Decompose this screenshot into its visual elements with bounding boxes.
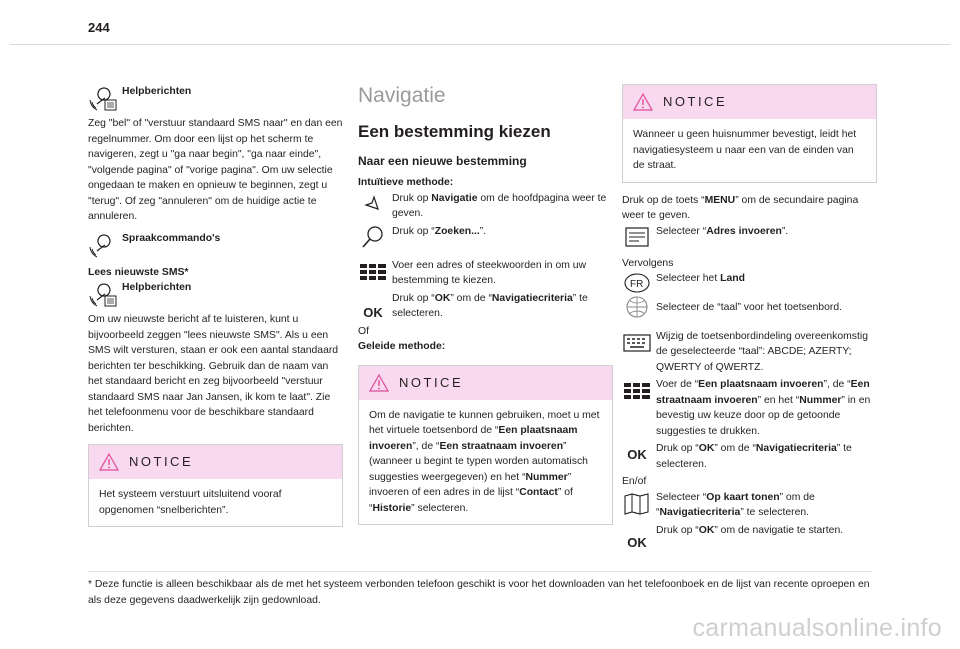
notice-text: Het systeem verstuurt uitsluitend vooraf opgenomen “snelberichten”. [99, 489, 282, 516]
page-number: 244 [88, 20, 110, 35]
keyboard-icon [622, 329, 652, 357]
step-language-text: Selecteer de “taal” voor het toetsenbord. [656, 301, 842, 313]
step-ok [358, 291, 613, 322]
step-ok-text: Druk op “OK” om de “Navigatiecriteria” te selecteren. [392, 292, 588, 319]
heading-new-destination: Naar een nieuwe bestemming [358, 154, 527, 168]
notice-text: Om de navigatie te kunnen gebruiken, moet u met het virtuele toetsenbord de “Een plaatsnaam invoeren”, de “Een straatnaam invoeren” (wanneer u begint te typen worden automatisch suggesties weergegeven) en het “Nummer” invoeren of een adres in de lijst “Contact” of “Historie” selecteren. [369, 409, 600, 514]
notice-title: NOTICE [399, 374, 464, 390]
step-enter-address-menu-text: Selecteer “Adres invoeren”. [656, 225, 789, 237]
step-language [622, 293, 877, 323]
notice-title: NOTICE [129, 454, 194, 470]
sms-paragraph: Om uw nieuwste bericht af te luisteren, kunt u bijvoorbeeld zeggen "lees nieuwste SMS". Als u een SMS wilt versturen, staan er ook een aantal standaard berichten ter beschikking. Gebruik dan de naam van het standaard bericht en zeg bijvoorbeeld "verstuur standaard SMS naar Jan Jansen, ik kom te laat". Zie het telefoonmenu voor de beschikbare standaard berichten. [88, 314, 339, 434]
notice-text: Wanneer u geen huisnummer bevestigt, leidt het navigatiesysteem u naar een van de einden van de straat. [633, 129, 857, 171]
step-show-on-map-text: Selecteer “Op kaart tonen” om de “Navigatiecriteria” te selecteren. [656, 491, 815, 518]
voice-commands-row [88, 231, 343, 261]
step-enter-city-street [622, 377, 877, 439]
navigation-arrow-icon [358, 191, 388, 219]
step-start-navigation [622, 523, 877, 553]
notice-header [359, 366, 612, 400]
step-search [358, 224, 613, 254]
help-messages-label: Helpberichten [122, 86, 192, 97]
intuitive-method-label: Intuïtieve methode: [358, 177, 454, 188]
ok-icon: OK [627, 534, 647, 550]
step-navigation-text: Druk op Navigatie om de hoofdpagina weer te geven. [392, 192, 607, 219]
step-keyboard-layout [622, 329, 877, 376]
warning-icon [633, 93, 653, 111]
step-keyboard-layout-text: Wijzig de toetsenbordindeling overeenkomstig de geselecteerde “taal”: ABCDE; AZERTY; QWERTY of QWERTZ. [656, 330, 868, 373]
svg-text:FR: FR [630, 279, 644, 290]
help-messages-row-2 [88, 280, 343, 310]
footer-divider [88, 571, 872, 572]
step-enter-address-menu [622, 224, 877, 254]
ok-icon: OK [627, 447, 647, 463]
step-enter-city-street-text: Voer de “Een plaatsnaam invoeren”, de “Een straatnaam invoeren” en het “Nummer” in en bevestig uw keuze door op de getoonde suggesties te drukken. [656, 379, 871, 437]
notice-box-sms [88, 444, 343, 527]
step-country [622, 256, 877, 290]
step-start-navigation-text: Druk op “OK” om de navigatie te starten. [656, 524, 844, 536]
guided-method-label: Geleide methode: [358, 341, 446, 352]
notice-box-house-number [622, 84, 877, 183]
voice-help-icon [88, 84, 118, 112]
voice-help-icon [88, 280, 118, 308]
warning-icon [369, 374, 389, 392]
voice-commands-label: Spraakcommando's [122, 232, 221, 244]
step-navigation [358, 191, 613, 222]
column-left [88, 84, 343, 535]
heading-choose-destination: Een bestemming kiezen [358, 122, 551, 141]
column-right [622, 84, 877, 555]
notice-header [89, 445, 342, 479]
warning-icon [99, 453, 119, 471]
address-entry-icon [622, 224, 652, 252]
step-country-text: Selecteer het Land [656, 273, 745, 284]
search-icon [358, 224, 388, 252]
watermark: carmanualsonline.info [692, 614, 942, 642]
help-messages-label: Helpberichten [122, 282, 192, 293]
and-or-label: En/of [622, 476, 647, 487]
voice-command-icon [88, 231, 118, 259]
notice-header [623, 85, 876, 119]
step-ok-criteria [622, 441, 877, 472]
column-middle [358, 84, 613, 533]
voice-navigation-paragraph: Zeg "bel" of "verstuur standaard SMS naar" en dan een regelnummer. Om door een lijst op het scherm te navigeren, zegt u "ga naar begin", "ga naar einde", "volgende pagina" of "vorige pagina". Om uw selectie ongedaan te maken en opnieuw te beginnen, zegt u "terug". Of zeg "annuleren" om de huidige actie te annuleren. [88, 118, 343, 222]
notice-title: NOTICE [663, 94, 728, 110]
read-sms-title: Lees nieuwste SMS* [88, 266, 189, 278]
language-globe-icon [622, 293, 652, 321]
top-divider [10, 44, 950, 45]
step-enter-address-text: Voer een adres of steekwoorden in om uw bestemming te kiezen. [392, 259, 587, 286]
ok-icon: OK [363, 304, 383, 320]
map-icon [622, 490, 652, 518]
footnote: * Deze functie is alleen beschikbaar als de met het systeem verbonden telefoon geschikt is voor het downloaden van het telefoonboek en de lijst van recente oproepen en als deze gegevens daadwerkelijk zijn gedownload. [88, 579, 870, 606]
keyboard-grid-icon [358, 258, 388, 286]
step-show-on-map [622, 475, 877, 521]
section-title: Navigatie [358, 84, 446, 107]
step-search-text: Druk op “Zoeken...”. [392, 225, 487, 237]
keyboard-grid-icon [622, 377, 652, 405]
help-messages-row [88, 84, 343, 114]
next-label: Vervolgens [622, 257, 674, 269]
menu-instruction: Druk op de toets “MENU” om de secundaire pagina weer te geven. [622, 194, 859, 221]
or-label: Of [358, 325, 369, 337]
notice-box-navigation [358, 365, 613, 526]
step-enter-address [358, 258, 613, 289]
step-ok-criteria-text: Druk op “OK” om de “Navigatiecriteria” te selecteren. [656, 443, 852, 470]
